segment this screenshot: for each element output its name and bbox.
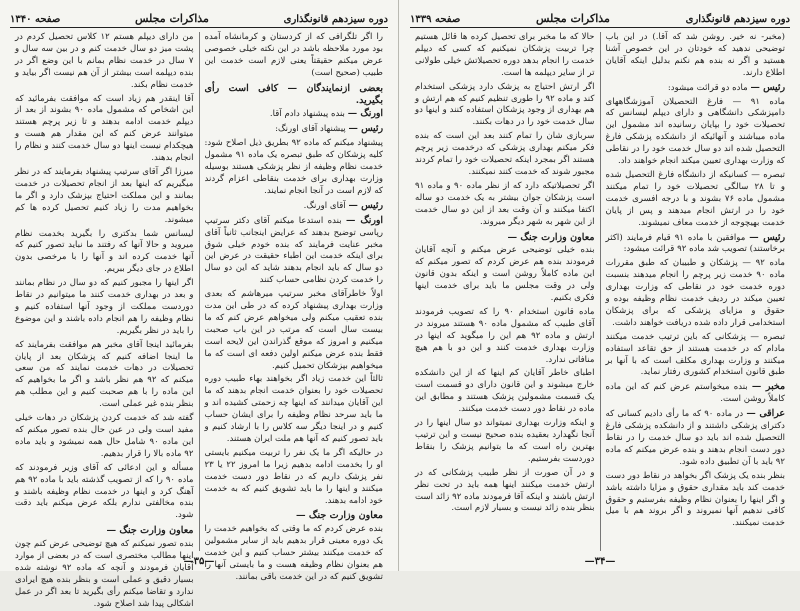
body-paragraph: آقا اینقدر هم زیاد است که موافقت بفرمائید که این اشخاص که مشمول ماده ۹۰ بشوند از بعد از دیپلم خدمت ادامه بدهند و تا زیر پرچم هستند میتوانند عرض کنم که این مقدار هم هست و هیچکدام نیست اینها دو سال خدمت کنند و نظام را انجام بدهند. bbox=[15, 93, 194, 164]
section-heading: معاون وزارت جنگ — bbox=[106, 525, 194, 537]
body-paragraph: تبصره — کسانیکه از دانشگاه فارغ التحصیل شده و تا ۲۸ سالگی تحصیلات خود را تمام میکنند مشمول ماده ۷۶ بشوند و با درجه افسری خدمت خود را در ارتش انجام میدهند و پس از پایان خدمت بهیچوجه از خدمت معاف نمیشوند. bbox=[605, 169, 786, 228]
body-paragraph: ماده قانون استخدام ۹۰ را که تصویب فرمودند آقای طبیب که مشمول ماده ۹۰ هستند میروند در ارتش و ماده ۹۲ هم این را میگوید که اینها در وزارت بهداری خدمت کنند و این دو با هم هیچ منافاتی ندارد. bbox=[415, 306, 595, 365]
body-paragraph: اگر تحصیلاتیکه دارد که از نظر ماده ۹۰ و ماده ۹۱ است پزشکان جوان بیشتر به یک خدمت دو ساله اکتفا میکنند و آن وقت بعد از این دو سال خدمت از این شهر به شهر دیگر میروند. bbox=[415, 180, 595, 227]
left-page-header bbox=[10, 6, 388, 28]
right-page-session: دوره سیزدهم قانونگذاری bbox=[685, 14, 790, 25]
speaker-paragraph bbox=[606, 381, 786, 406]
left-page-number: صفحه ۱۳۴۰ bbox=[10, 14, 61, 25]
left-page-footer: —۳۵— bbox=[183, 556, 215, 567]
right-page-section-title: مذاکرات مجلس bbox=[536, 12, 610, 25]
right-page-right-column bbox=[601, 32, 791, 551]
body-paragraph: بنظر بنده یک پزشک اگر بخواهد در نقاط دور دست خدمت کند باید مقداری حقوق و مزایا داشته باشد و اگر اینها را بعنوان نظام وظیفه بفرستیم و حقوق کافی ندهیم آنها نمیروند و اگر بروند هم با میل خدمت نمیکنند. bbox=[605, 470, 785, 529]
body-paragraph: بفرمائید اینجا آقای مخبر هم موافقت بفرمایند که ما اینجا اضافه کنیم که پزشکان بعد از پایان تحصیلات در دهات خدمت نمایند که من سعی میکنم که ۹۲ هم نظر باشد و اگر ما بخواهیم که این ماده را با هم صحبت کنیم و این مطلب هم بنظر بنده غیر عملی است. bbox=[15, 339, 194, 410]
body-paragraph: پیشنهاد میکنم که ماده ۹۲ بطریق ذیل اصلاح شود: کلیه پزشکان که طبق تبصره یک ماده ۹۱ مشمول خدمت نظام وظیفه از نظر پزشکی هستند بوسیله وزارت بهداری برای خدمت بنقاطی اعزام گردند که لازم است در آنجا انجام نمایند. bbox=[204, 138, 383, 196]
speech-text: ماده دو قرائت میشود: bbox=[667, 82, 751, 93]
speaker-paragraph bbox=[205, 200, 384, 213]
left-page-section-title: مذاکرات مجلس bbox=[135, 12, 209, 25]
speaker-paragraph bbox=[606, 232, 786, 257]
speaker-paragraph bbox=[205, 108, 384, 121]
speaker-name: رئیس — bbox=[750, 81, 785, 93]
right-page-footer: —۳۴— bbox=[584, 556, 616, 567]
body-paragraph: را اگر تلگرافی که از کردستان و کرمانشاه آمده بود مورد ملاحظه باشد در این نکته خیلی خصوصی عرض میکنم حقیقتاً یعنی لازم است خدمت این طبیب (صحیح است) bbox=[204, 32, 383, 78]
body-paragraph: بنده عرض کردم که ما وقتی که بخواهیم خدمت را یک دوره معینی قرار بدهیم باید از سایر مشمولین که خدمت میکنند بیشتر حساب کنیم و این خدمت هم بعنوان نظام وظیفه هست و ما بایستی آنها را تشویق کنیم که در این خدمت باقی بمانند. bbox=[204, 524, 383, 582]
left-page bbox=[0, 0, 399, 609]
speaker-paragraph bbox=[205, 123, 384, 136]
speaker-name: اورنگ — bbox=[346, 214, 383, 226]
speaker-name: رئیس — bbox=[348, 199, 383, 211]
speech-text: بنده میخواستم عرض کنم که این ماده کاملاً روشن است. bbox=[605, 382, 785, 405]
section-heading: معاون وزارت جنگ — bbox=[507, 231, 595, 243]
left-page-session: دوره سیزدهم قانونگذاری bbox=[283, 14, 388, 25]
speech-text: موافقین با ماده ۹۱ قیام فرمایند (اکثر برخاستند) تصویب شد ماده ۹۲ قرائت میشود: bbox=[605, 232, 785, 255]
body-paragraph: ثالثاً این خدمت زیاد اگر بخواهند بهاء طبیب دوره تحصیلات خود را بعنوان خدمت انجام بدهند که ما این آقایان میدانند که اینها چه زحمتی کشیده اند و ما باید سرحد نظام وظیفه را برای ایشان حساب کنیم و در اینجا دیگر سه کلاس را با ارشاد کنیم و باید تصور کنیم که آنها هم ملت ایران هستند. bbox=[204, 374, 383, 444]
body-paragraph: لیسانس شما بدکتری را بگیرید بخدمت نظام میروید و حالا آنها که رفتند ما نباید تصور کنیم که آنها خدمت کرده اند و آنها را با مرخصی بدون اطلاع در جای دیگر ببریم. bbox=[15, 228, 194, 275]
section-heading: معاون وزارت جنگ — bbox=[296, 510, 383, 522]
speaker-name: مخبر — bbox=[751, 381, 785, 393]
body-paragraph: اطبای خاطر آقایان کم اینها که از این دانشکده خارج میشوند و این قانون دارای دو قسمت است یک قسمت مشمولین پزشک هستند و مطابق این ماده در نقاط دور دست خدمت میکنند. bbox=[415, 368, 595, 415]
speaker-paragraph bbox=[606, 408, 786, 469]
body-paragraph: در حالیکه اگر ما یک نفر را تربیت میکنیم بایستی او را بخدمت ادامه بدهیم زیرا ما امروز ۲۲ یا ۲۳ نفر پزشک داریم که در نقاط دور دست خدمت میکنند و اینها را ما باید تشویق کنیم که به خدمت خود ادامه بدهند. bbox=[204, 447, 383, 506]
body-paragraph: اگر اینها را مجبور کنیم که دو سال در نظام بمانند و بعد در بهداری خدمت کنند ما میتوانیم در نقاط دوردست مملکت از وجود آنها استفاده کنیم و نظام وظیفه را هم انجام داده باشند و این موضوع را باید در نظر بگیریم. bbox=[15, 278, 194, 336]
speaker-paragraph bbox=[606, 82, 786, 95]
speaker-name: اورنگ — bbox=[347, 108, 383, 120]
section-heading: بعضی ازنمایندگان — کافی است رأی بگیرید. bbox=[204, 82, 383, 106]
speech-text: پیشنهاد آقای اورنگ: bbox=[275, 124, 349, 135]
speech-text: در ماده ۹۰ که ما رأی دادیم کسانی که دکترای پزشکی داشتند و از دانشکده پزشکی فارغ التحصیل شده اند باید دو سال خدمت را در نقاط دور دست انجام بدهند و بنده عرض میکنم که ماده ۹۲ باید با آن تطبیق داده شود. bbox=[605, 409, 785, 467]
body-paragraph: من دارای دیپلم هستم ۱۲ کلاس تحصیل کردم در پشت میز دو سال خدمت کنم و در بین سه سال و ۷ سال در خدمت نظام بمانم با این وضع اگر در بنده دیپلمه است بیشتر از آن هم نیست اگر بیاید و خدمت نظام بکند. bbox=[15, 32, 194, 90]
right-page-columns bbox=[410, 32, 790, 551]
body-paragraph: حالا که ما مخبر برای تحصیل کرده ها قائل هستیم چرا تربیت پزشکان نمیکنیم که کسی که دیپلم خدمت را انجام بدهد دوره تحصیلاتش خیلی طولانی تر از سایر دیپلمه ها است. bbox=[415, 32, 595, 78]
body-paragraph: بنده خیلی توضیحی عرض میکنم و آنچه آقایان فرمودند بنده هم عرض کردم که تصور میکنم که این ماده کاملاً روشن است و اینکه بدون قانون ولی در وقت مجلس ما باید برای خدمت اینها فکری بکنیم. bbox=[415, 245, 595, 304]
speech-text: بنده استدعا میکنم آقای دکتر سرتیپ رپاسی توضیح بدهند که عرایض اینجانب ثانیاً آقای مخبر عنایت فرمایند که بنده خودم خیلی شوق برای اینکه خدمت این اطباء حقیقت در عرض این دو سال که باید انجام بدهند شاید که این دو سال را خدمت کردن نظامی حساب کنند bbox=[204, 215, 383, 286]
body-paragraph: اگر ارتش احتیاج به پزشک دارد پزشکی استخدام کند و ماده ۹۲ را طوری تنظیم کنیم که هم ارتش و هم بهداری از وجود پزشکان استفاده کنند و اینها دو سال خدمت خود را در دهات بکنند. bbox=[415, 81, 595, 128]
body-paragraph: میرزا اگر آقای سرتیپ پیشنهاد بفرمایند که در نظر میگیریم که اینها بعد از انجام تحصیلات در خدمت بمانند و این مملکت احتیاج بپزشک دارد و اگر ما بخواهیم مدت را زیاد کنیم تحصیل کرده ها کم میشوند. bbox=[15, 166, 194, 225]
body-paragraph: و اینکه وزارت بهداری نمیتواند دو سال اینها را در آنجا نگهدارد بعقیده بنده صحیح نیست و این ترتیب بهترین راه است که ما بتوانیم پزشک را بنقاط دوردست بفرستیم. bbox=[415, 418, 595, 464]
speaker-name: عراقی — bbox=[746, 408, 786, 420]
speaker-name: رئیس — bbox=[749, 231, 786, 243]
body-paragraph: بنده تصور نمیکنم که هیچ توضیحی عرض کنم چون اینها مطالب مختصری است که در بعضی از موارد آقایان فرمودند و آنچه که ماده ۹۲ نوشته شده بسیار دقیق و عملی است و بنظر بنده هیچ ایرادی ندارد و تقاضا میکنم رأی بگیرید تا بعد اگر در عمل اشکالی پیدا شد اصلاح شود. bbox=[15, 539, 194, 609]
body-paragraph: تبصره — پزشکانی که باین ترتیب خدمت میکنند مادام که در خدمت هستند از حق تقاعد استفاده میکنند و وزارت بهداری مکلف است که با آنها بر طبق قانون استخدام کشوری رفتار نماید. bbox=[605, 331, 785, 378]
right-page-number: صفحه ۱۳۳۹ bbox=[410, 14, 461, 25]
left-page-right-column bbox=[200, 32, 389, 582]
body-paragraph: و در آن صورت از نظر طبیب پزشکانی که در ارتش خدمت میکنند اینها همه باید در تحت نظر ارتش باشند و اینکه آقا فرمودند ماده ۹۲ زائد است بنظر بنده زائد نیست و بسیار لازم است. bbox=[415, 467, 595, 514]
speaker-name: رئیس — bbox=[348, 123, 383, 135]
speech-text: آقای اورنگ. bbox=[303, 200, 349, 211]
body-paragraph: مسأله و این ادعائی که آقای وزیر فرمودند که ماده ۹۰ را که از تصویب گذشته باید با ماده ۹۲ هم آهنگ کرد و اینها در خدمت نظام وظیفه باشند و بنده مخالفتی ندارم بلکه عرض میکنم باید دقت شود. bbox=[15, 462, 194, 521]
body-paragraph: گفته شد که خدمت کردن پزشکان در دهات خیلی مفید است ولی در عین حال بنده تصور میکنم که این ماده ۹۰ شامل حال همه نمیشود و باید ماده ۹۲ ماده بالا را قرار بدهیم. bbox=[15, 413, 194, 459]
right-page-left-column bbox=[410, 32, 601, 551]
body-paragraph: ماده ۹۱ — فارغ التحصیلان آموزشگاههای دامپزشکی دانشگاهی و دارای دیپلم لیسانس که تحصیلات خود را بپایان رسانیده اند مشمول این ماده میباشند و آنهائیکه از دانشکده پزشکی فارغ التحصیل شده اند دو سال خدمت خود را در نقاطی که وزارت بهداری تعیین میکند انجام خواهند داد. bbox=[605, 96, 785, 167]
speaker-paragraph bbox=[205, 215, 384, 287]
right-page-header bbox=[410, 6, 790, 28]
body-paragraph: سربازی شان را تمام کنند بعد این است که بنده فکر میکنم بهداری پزشکی که درخدمت زیر پرچم هستند اگر بمجرد اینکه تحصیلات خود را تمام کردند مجبور شوند که خدمت کنند نمیکنند. bbox=[415, 131, 595, 177]
body-paragraph: (مخبر- نه خیر. روشن شد که آقا.) در این باب توضیحی ندهید که خودتان در این خصوص آشنا هستید و اگر نه بنده هم نکنم بدلیل اینکه آقایان اطلاع دارند. bbox=[605, 32, 785, 78]
body-paragraph: ماده ۹۲ — پزشکان و طبیبان که طبق مقررات ماده ۹۰ خدمت زیر پرچم را انجام میدهند بنسبت دوره خدمت خود در نقاطی که وزارت بهداری تعیین میکند در ردیف خدمت نظام وظیفه بوده و حقوق و مزایای پزشکی که برای پزشکان استخدامی قرار داده شده دریافت خواهند داشت. bbox=[605, 258, 785, 328]
speech-text: بنده پیشنهاد دادم آقا. bbox=[269, 109, 348, 120]
right-page bbox=[400, 0, 800, 571]
body-paragraph: اولاً خاطرآقای مخبر سرتیپ میرهاشم که بعدی وزارت بهداری پیشنهاد کرده که در طی این مدت بنده تعقیب میکنم ولی میخواهم عرض کنم که ما بیست سال است که مرتب در این باب صحبت میکنیم و امروز که موقع گذراندن این لایحه است فقط بنده عرض میکنم اولین دفعه ای است که ما میخواهیم بپزشکان تحمیل کنیم. bbox=[204, 289, 383, 371]
